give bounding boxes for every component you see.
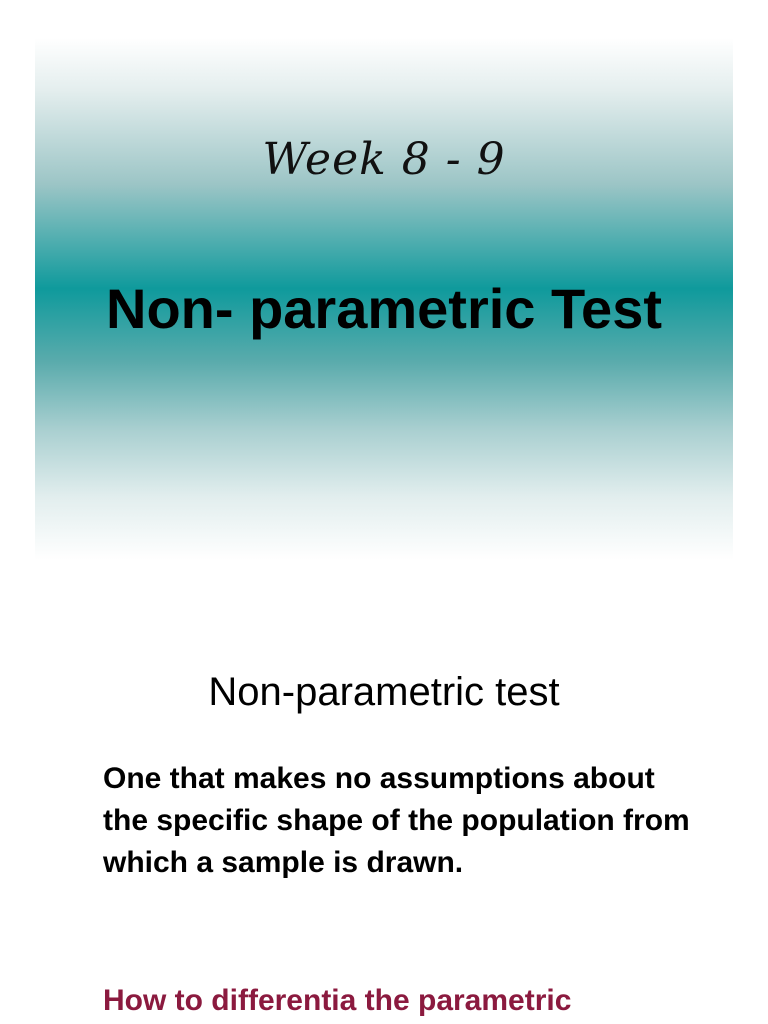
definition-paragraph: One that makes no assumptions about the specific shape of the population from which a sample is drawn. — [103, 762, 690, 879]
content-slide — [35, 560, 733, 1024]
question-text: How to differentia the parametric — [103, 984, 572, 1017]
section-heading: Non-parametric test — [208, 670, 560, 714]
main-title: Non- parametric Test — [106, 277, 662, 340]
title-slide — [35, 38, 733, 560]
week-title: Week 8 - 9 — [262, 134, 506, 185]
